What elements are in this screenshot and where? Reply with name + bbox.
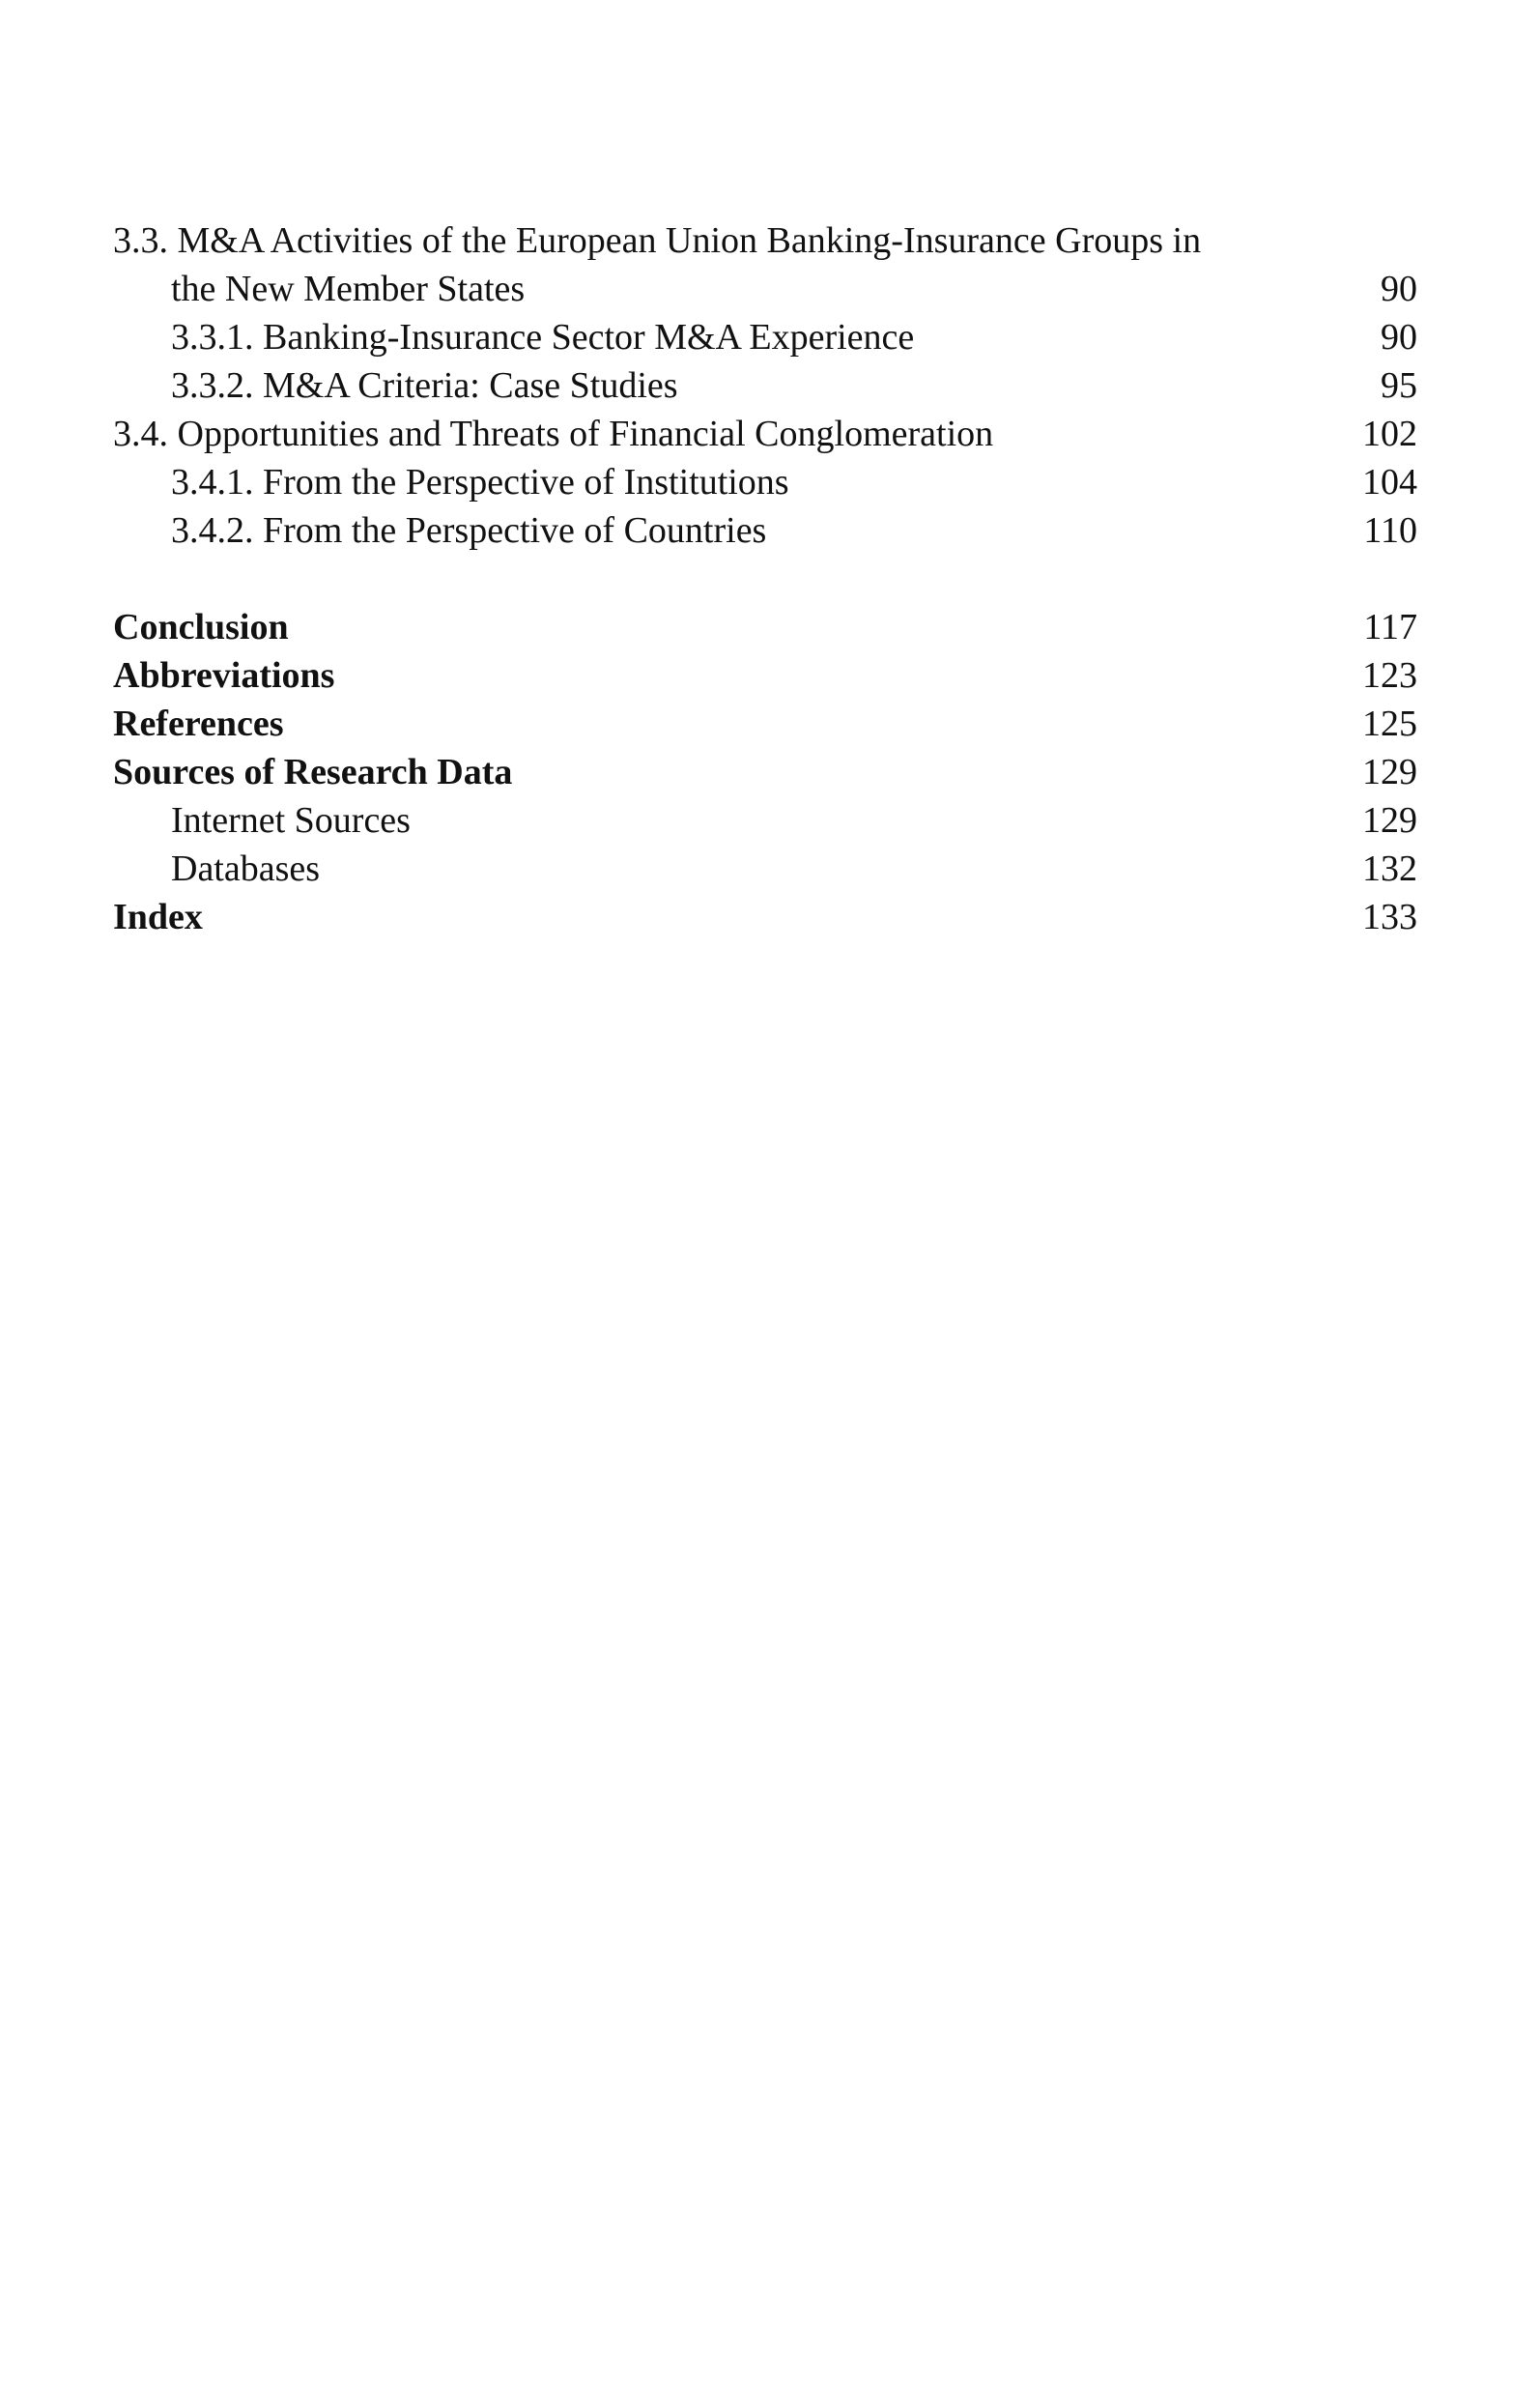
toc-entry-label: Index xyxy=(113,897,203,937)
toc-entry-label: 3.4.1. From the Perspective of Institutions xyxy=(171,462,789,503)
toc-entry-3-3-1 xyxy=(113,313,1417,361)
toc-page-number: 90 xyxy=(1381,269,1417,309)
toc-page-number: 102 xyxy=(1362,414,1417,454)
toc-entry-label: Sources of Research Data xyxy=(113,752,513,792)
toc-entry-3-4-2 xyxy=(113,506,1417,555)
toc-entry-label: 3.3.2. M&A Criteria: Case Studies xyxy=(171,365,678,406)
toc-entry-3-3-line2 xyxy=(113,265,1417,313)
toc-page-number: 123 xyxy=(1362,655,1417,696)
table-of-contents xyxy=(113,216,1417,941)
toc-page-number: 90 xyxy=(1381,317,1417,358)
toc-entry-label: 3.4. Opportunities and Threats of Financial Conglomeration xyxy=(113,414,994,454)
toc-entry-3-4 xyxy=(113,410,1417,458)
toc-page-number: 132 xyxy=(1362,848,1417,889)
toc-entry-label: 3.3.1. Banking-Insurance Sector M&A Experience xyxy=(171,317,915,358)
toc-page-number: 125 xyxy=(1362,704,1417,744)
toc-spacer xyxy=(113,555,1417,603)
toc-entry-label: 3.3. M&A Activities of the European Union Banking-Insurance Groups in xyxy=(113,220,1202,261)
toc-entry-label: Abbreviations xyxy=(113,655,335,696)
toc-entry-label: Internet Sources xyxy=(171,800,411,841)
toc-page-number: 129 xyxy=(1362,752,1417,792)
toc-entry-label: Databases xyxy=(171,848,321,889)
toc-entry-label: References xyxy=(113,704,284,744)
toc-entry-3-4-1 xyxy=(113,458,1417,506)
toc-entry-label: Conclusion xyxy=(113,607,289,647)
toc-entry-3-3-2 xyxy=(113,361,1417,410)
toc-page-number: 117 xyxy=(1363,607,1417,647)
toc-entry-abbreviations xyxy=(113,651,1417,700)
toc-page-number: 133 xyxy=(1362,897,1417,937)
toc-entry-3-3-line1 xyxy=(113,216,1417,265)
toc-page-number: 129 xyxy=(1362,800,1417,841)
toc-entry-databases xyxy=(113,845,1417,893)
toc-entry-label: the New Member States xyxy=(171,269,526,309)
toc-entry-conclusion xyxy=(113,603,1417,651)
toc-page-number: 104 xyxy=(1362,462,1417,503)
toc-entry-sources xyxy=(113,748,1417,796)
toc-entry-internet-sources xyxy=(113,796,1417,845)
toc-entry-references xyxy=(113,700,1417,748)
toc-page-number: 95 xyxy=(1381,365,1417,406)
toc-entry-index xyxy=(113,893,1417,941)
toc-entry-label: 3.4.2. From the Perspective of Countries xyxy=(171,510,767,551)
toc-page-number: 110 xyxy=(1363,510,1417,551)
